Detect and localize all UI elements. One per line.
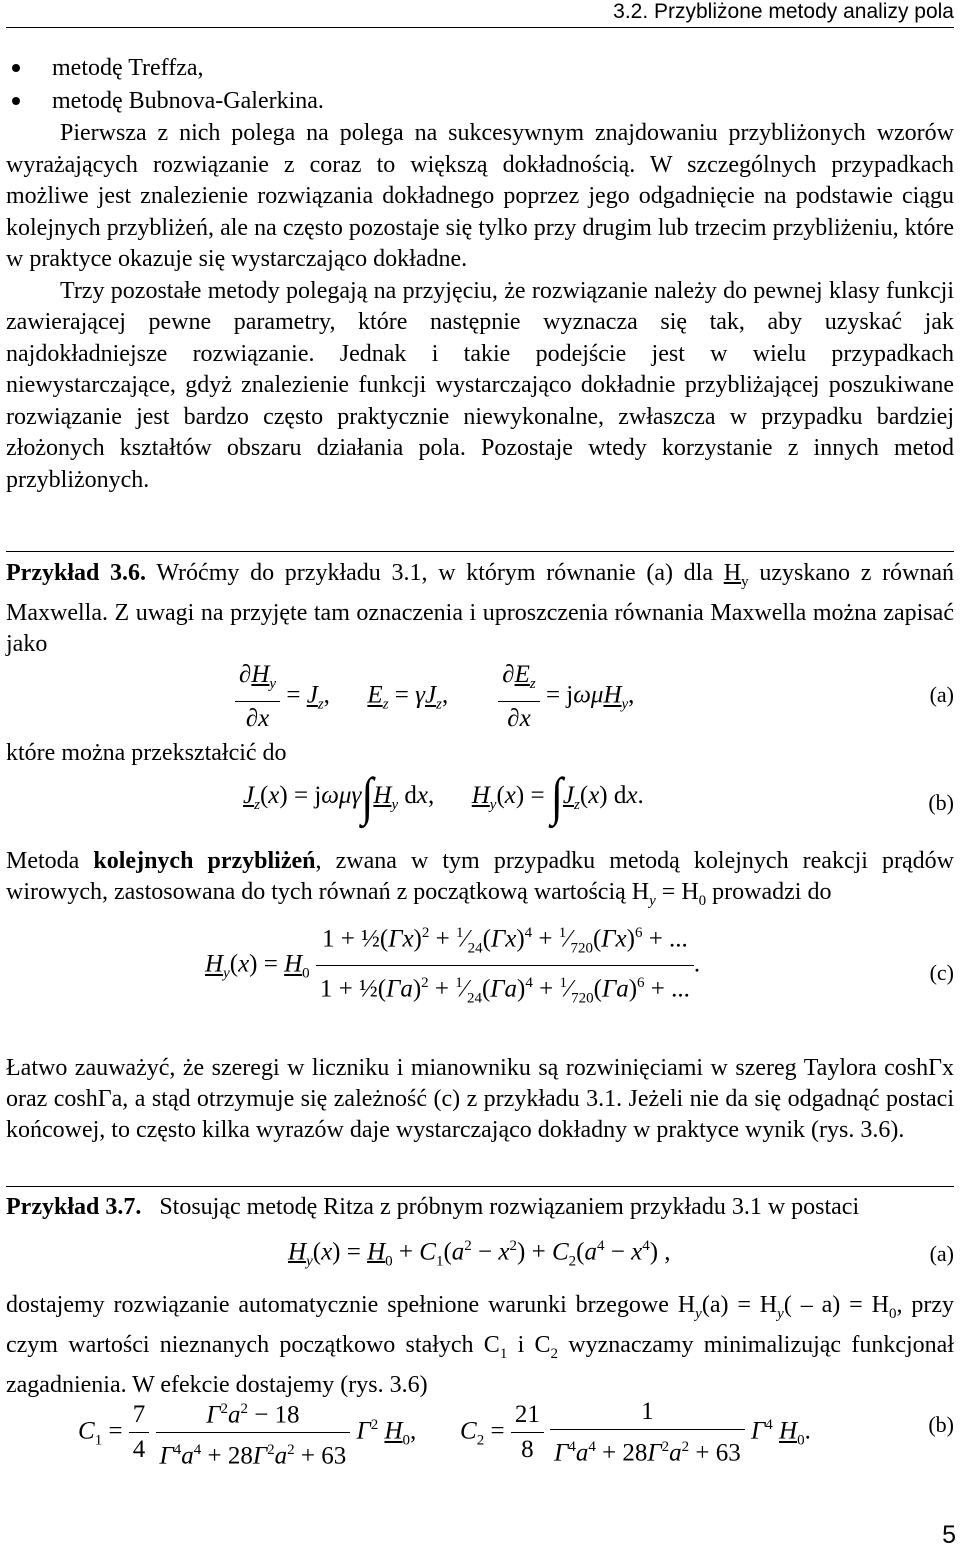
- method-text-4: prowadzi do: [706, 879, 832, 905]
- equation-b: $J_z(x) = j\omega\mu\gamma\int H_y$ dx, $H_y(x) = \int J_z(x)$ dx.: [243, 767, 644, 827]
- list-item: metodę Treffza,: [6, 52, 954, 85]
- example-text-cont: uzyskano z równań Maxwella. Z uwagi na przyjęte tam oznaczenia i uproszczenia równania Maxwella można zapisać jako: [6, 560, 955, 657]
- method-bold-term: kolejnych przybliżeń: [93, 848, 316, 874]
- equation-number: (a): [929, 682, 954, 707]
- example-3-6: [6, 558, 954, 660]
- equation-ritza: $H_y(x) = H_0 + C_1(a^2 - x^2) + C_2(a^4 - x^4)$ ,: [288, 1238, 671, 1270]
- symbol-sub: y: [741, 573, 749, 590]
- equation-number: (a): [929, 1241, 954, 1266]
- section-rule: [6, 551, 954, 552]
- equation-number: (c): [929, 960, 954, 985]
- paragraph-1: Pierwsza z nich polega na polega na sukcesywnym znajdowaniu przybliżonych wzorów wyrażających rozwiązanie z coraz to większą dokładnością. W szczególnych przypadkach możliwe jest znalezienie rozwiązania dokładnego poprzez jego odgadnięcie na podstawie ciągu kolejnych przybliżeń, ale na często pozostaje się tylko przy drugim lub trzecim przybliżeniu, które w praktyce okazuje się wystarczająco dokładne.: [6, 120, 954, 272]
- example-3-7: [6, 1192, 954, 1223]
- section-rule-2: [6, 1186, 954, 1187]
- method-paragraph: Metoda kolejnych przybliżeń, zwana w tym przypadku metodą kolejnych reakcji prądów wirowych, zastosowana do tych równań z początkową wartością $H_y = H_0$ prowadzi do: [6, 848, 955, 909]
- equation-number: (b): [928, 1412, 954, 1437]
- equation-constants: $C_1$ = $\frac{7}{4}$ $\frac{\Gamma^2a^2 - 18}{\Gamma^4a^4 + 28\Gamma^2a^2 + 63}$ $\Gamma^2$ $H_0$, $C_2$ = $\frac{21}{8}$ $\frac{1}{\Gamma^4a^4 + 28\Gamma^2a^2 + 63}$ $\Gamma^4$ $H_0$.: [78, 1392, 811, 1474]
- method-list: [6, 52, 954, 118]
- boundary-text-4: , przy czym wartości nieznanych początkowo stałych C: [6, 1292, 954, 1358]
- boundary-text-5: i C: [507, 1331, 551, 1358]
- transition-text: które można przekształcić do: [6, 740, 287, 766]
- boundary-text-2: (a) = H: [701, 1292, 778, 1318]
- running-header: 3.2. Przybliżone metody analizy pola: [613, 0, 954, 23]
- equation-number: (b): [928, 790, 954, 815]
- header-rule: [6, 27, 954, 28]
- equation-a: $\frac{\partial H_y}{\partial x}$ = $J_z$, $E_z = \gamma J_z$, $\frac{\partial E_z}{\partial x}$ = jωμH$_y$,: [235, 658, 634, 736]
- boundary-text: dostajemy rozwiązanie automatycznie spełnione warunki brzegowe H: [6, 1292, 696, 1318]
- boundary-text-6: wyznaczamy minimalizując funkcjonał zagadnienia. W efekcie dostajemy (rys. 3.6): [6, 1331, 954, 1398]
- boundary-paragraph: dostajemy rozwiązanie automatycznie spełnione warunki brzegowe $H_y(a) = H_y( - a) = H_0$, przy czym wartości nieznanych początkowo stałych $C_1$ i $C_2$ wyznaczamy minimalizując funkcjonał zagadnienia. W efekcie dostajemy (rys. 3.6): [6, 1292, 954, 1398]
- paragraph-taylor: Łatwo zauważyć, że szeregi w liczniku i mianowniku są rozwinięciami w szereg Taylora coshΓx oraz coshΓa, a stąd otrzymuje się zależność (c) z przykładu 3.1. Jeżeli nie da się odgadnąć postaci końcowej, to często kilka wyrazów daje wystarczająco dokładny w praktyce wynik (rys. 3.6).: [6, 1055, 954, 1143]
- symbol-h: H: [723, 560, 742, 586]
- method-text-2: , zwana w tym przypadku metodą kolejnych reakcji prądów wirowych, zastosowana do tych równań z początkową wartością H: [6, 848, 955, 905]
- boundary-text-3: ( – a) = H: [783, 1292, 889, 1318]
- example-label: Przykład 3.6.: [6, 560, 147, 586]
- example-text: Wróćmy do przykładu 3.1, w którym równanie (a) dla: [156, 560, 714, 586]
- method-text-3: = H: [655, 879, 699, 905]
- example-label: Przykład 3.7.: [6, 1194, 142, 1220]
- taylor-paragraph: [6, 1053, 954, 1146]
- paragraph-2: Trzy pozostałe metody polegają na przyjęciu, że rozwiązanie należy do pewnej klasy funkcji zawierającej pewne parametry, które następnie wyznacza się tak, aby uzyskać jak najdokładniejsze rozwiązanie. Jednak i takie podejście jest w wielu przypadkach niewystarczające, gdyż znalezienie funkcji wystarczająco dokładnie przybliżającej poszukiwane rozwiązanie jest bardzo często praktycznie niewykonalne, zwłaszcza w przypadku bardziej złożonych kształtów obszaru działania pola. Pozostaje wtedy korzystanie z innych metod przybliżonych.: [6, 277, 954, 493]
- intro-section: [6, 52, 954, 496]
- method-text: Metoda: [6, 848, 80, 874]
- page-number: 5: [942, 1521, 956, 1549]
- list-item: metodę Bubnova-Galerkina.: [6, 85, 954, 118]
- equation-c: $H_y(x) = H_0$ $\frac{1 + \frac{1}{2}(\Gamma x)^2 + ^1⁄_{24}(\Gamma x)^4 + ^1⁄_{720}(\Gamma x)^6 + ...}{1 + \frac{1}{2}(\Gamma a)^2 + ^1⁄_{24}(\Gamma a)^4 + ^1⁄_{720}(\Gamma a)^6 + ...}$ .: [205, 916, 700, 1016]
- example-text: Stosując metodę Ritza z próbnym rozwiązaniem przykładu 3.1 w postaci: [159, 1194, 860, 1220]
